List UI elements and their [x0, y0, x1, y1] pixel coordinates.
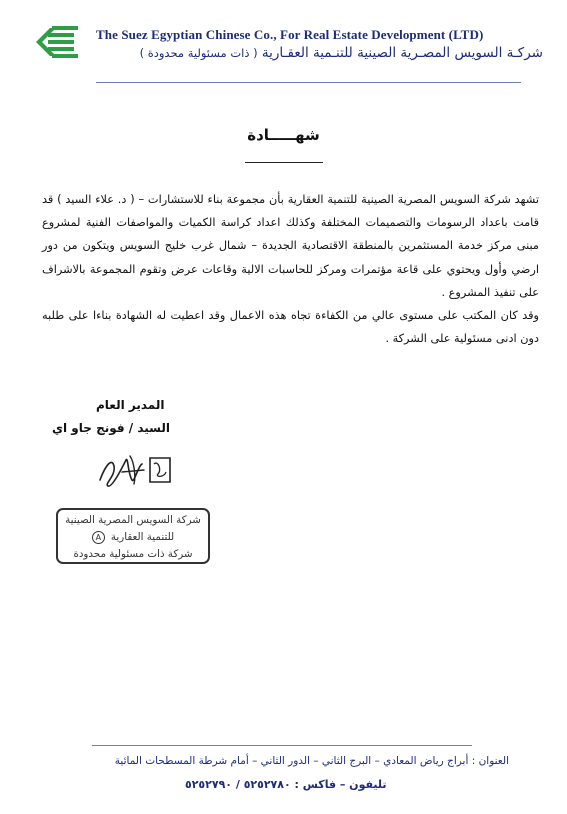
footer-phone-fax: تليفون – فاكس : ٥٢٥٢٧٨٠ / ٥٢٥٢٧٩٠	[185, 778, 387, 791]
title-underline	[245, 162, 323, 163]
body-paragraph-1: تشهد شركة السويس المصرية الصينية للتنمية العقارية بأن مجموعة بناء للاستشارات – ( د. علاء السيد ) قد قامت باعداد الرسومات والتصميمات المختلفة وكذلك اعداد كراسة الكميات والمواصفات الفنية لمشروع مبنى مركز خدمة المستثمرين بالمنطقة الاقتصادية الجديدة – شمال غرب خليج السويس ويتكون من دور ارضي وأول ويحتوي على قاعة مؤتمرات ومركز للحاسبات الالية وقاعات عرض وتقوم المجموعة بالاشراف على تنفيذ المشروع .	[42, 193, 539, 299]
document-body	[42, 188, 539, 350]
body-paragraph-2: وقد كان المكتب على مستوى عالي من الكفاءة تجاه هذه الاعمال وقد اعطيت له الشهادة بناءا على طلبه دون ادنى مسئولية على الشركة .	[42, 309, 539, 346]
stamp-line-3: شركة ذات مسئولية محدودة	[73, 548, 193, 560]
company-name-arabic-suffix: ( ذات مسئولية محدودة )	[139, 46, 258, 60]
company-name-arabic-main: شركـة السويس المصـرية الصينية للتنـمية العقـارية	[261, 45, 543, 61]
footer-divider	[92, 745, 472, 746]
signatory-name: السيد / فونج جاو اي	[52, 421, 171, 435]
stamp-line-2-text: للتنمية العقارية	[110, 531, 175, 543]
company-name-arabic	[103, 45, 543, 61]
stamp-line-1: شركة السويس المصرية الصينية	[65, 514, 201, 526]
company-name-english: The Suez Egyptian Chinese Co., For Real Estate Development (LTD)	[96, 27, 484, 42]
stamp-circle-mark-icon: A	[92, 531, 105, 544]
document-title: شهـــــادة	[247, 126, 320, 144]
company-stamp	[56, 508, 210, 564]
company-chevron-logo-icon	[34, 22, 82, 62]
handwritten-signature-icon	[92, 446, 182, 492]
signatory-title: المدير العام	[96, 398, 165, 412]
letterhead-divider	[96, 82, 521, 83]
stamp-line-2	[58, 529, 208, 546]
footer-address: العنوان : أبراج رياض المعادي – البرج الثاني – الدور الثاني – أمام شرطة المسطحات المائية	[114, 755, 509, 767]
